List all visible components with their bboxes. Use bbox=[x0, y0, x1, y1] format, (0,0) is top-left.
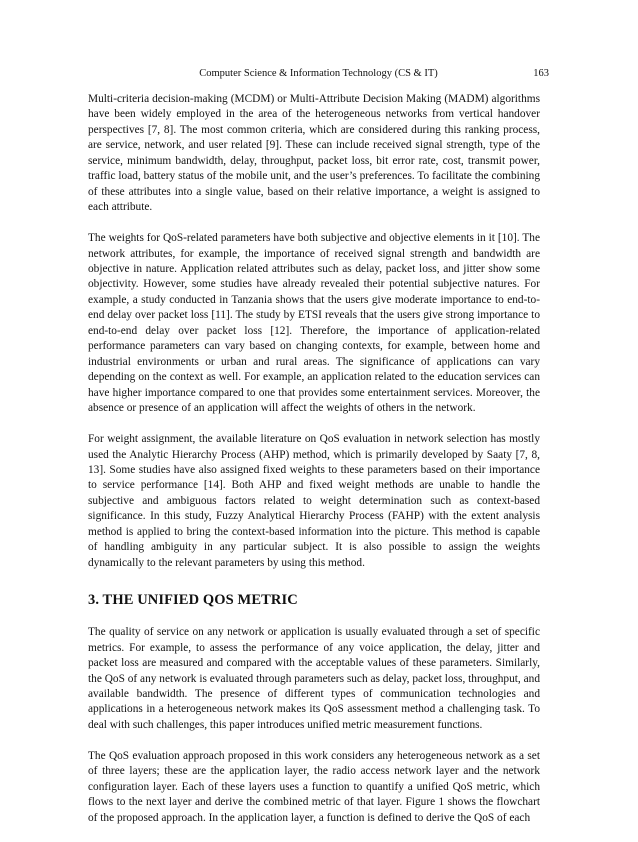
section-title-etric: ETRIC bbox=[251, 592, 298, 609]
paragraph-weight-assignment: For weight assignment, the available literature on QoS evaluation in network selection has mostly used the Analytic Hierarchy Process (AHP) method, which is primarily developed by Saaty [7, 8, 13]. Some studies have also assigned fixed weights to these parameters based on their importance to service performance [14]. Both AHP and fixed weight methods are unable to handle the subjective and ambiguous factors related to weight determination such as context-based significance. In this study, Fuzzy Analytical Hierarchy Process (FAHP) with the extent analysis method is applied to bring the context-based information into the picture. This method is capable of handling ambiguity in any particular subject. It is also possible to assign the weights dynamically to the relevant parameters by using this method. bbox=[88, 433, 540, 569]
paragraph-mcdm: Multi-criteria decision-making (MCDM) or Multi-Attribute Decision Making (MADM) algorithms have been widely employed in the area of the heterogeneous networks from vertical handover perspectives [7, 8]. The most common criteria, which are considered during this ranking process, are service, network, and user related [9]. These can include received signal strength, type of the service, minimum bandwidth, delay, throughput, packet loss, bit error rate, cost, transmit power, traffic load, battery status of the mobile unit, and the user’s preferences. To facilitate the combining of these attributes into a single value, based on their relative importance, a weight is assigned to each attribute. bbox=[88, 93, 540, 214]
section-heading bbox=[88, 591, 540, 609]
section-number: 3. bbox=[88, 592, 103, 609]
paragraph-qos-weights: The weights for QoS-related parameters have both subjective and objective elements in it [10]. The network attributes, for example, the importance of received signal strength and bandwidth are objective in nature. Application related attributes such as delay, packet loss, and jitter show some objectivity. However, some studies have already revealed their potential subjective natures. For example, a study conducted in Tanzania shows that the users give moderate importance to end-to-end delay over packet loss [11]. The study by ETSI reveals that the users give strong importance to end-to-end delay over packet loss [12]. Therefore, the importance of application-related performance parameters can vary based on changing contexts, for example, between home and industrial environments or urban and rural areas. The significance of applications can vary depending on the context as well. For example, an application related to the education services can have higher importance compared to one that provides some entertainment services. Moreover, the absence or presence of an application will affect the weights of others in the network. bbox=[88, 232, 540, 415]
paragraph-three-layers: The QoS evaluation approach proposed in this work considers any heterogeneous network as a set of three layers; these are the application layer, the radio access network layer and the network configuration layer. Each of these layers uses a function to quantify a unified QoS metric, which flows to the next layer and derive the combined metric of that layer. Figure 1 shows the flowchart of the proposed approach. In the application layer, a function is defined to derive the QoS of each bbox=[88, 749, 540, 824]
section-title-q: Q bbox=[202, 592, 215, 609]
page-number: 163 bbox=[533, 68, 549, 79]
running-header bbox=[88, 68, 549, 84]
section-title-o: O bbox=[214, 592, 226, 609]
section-title-he: HE bbox=[112, 592, 138, 609]
section-title-s: S bbox=[225, 592, 238, 609]
section-title-m: M bbox=[237, 592, 252, 609]
section-title-u: U bbox=[137, 592, 148, 609]
paragraph-qos-metrics: The quality of service on any network or application is usually evaluated through a set of specific metrics. For example, to assess the performance of any voice application, the delay, jitter and packet loss are measured and compared with the acceptable values of these parameters. Similarly, the QoS of any network is evaluated through parameters such as delay, packet loss, throughput, and available bandwidth. The presence of different types of communication technologies and applications in a heterogeneous network makes its QoS assessment method a challenging task. To deal with such challenges, this paper introduces unified metric measurement functions. bbox=[88, 626, 540, 731]
running-title: Computer Science & Information Technology (CS & IT) bbox=[199, 68, 438, 79]
section-title-t: T bbox=[102, 592, 113, 609]
page-body bbox=[88, 92, 540, 842]
section-title-nified: NIFIED bbox=[147, 592, 203, 609]
